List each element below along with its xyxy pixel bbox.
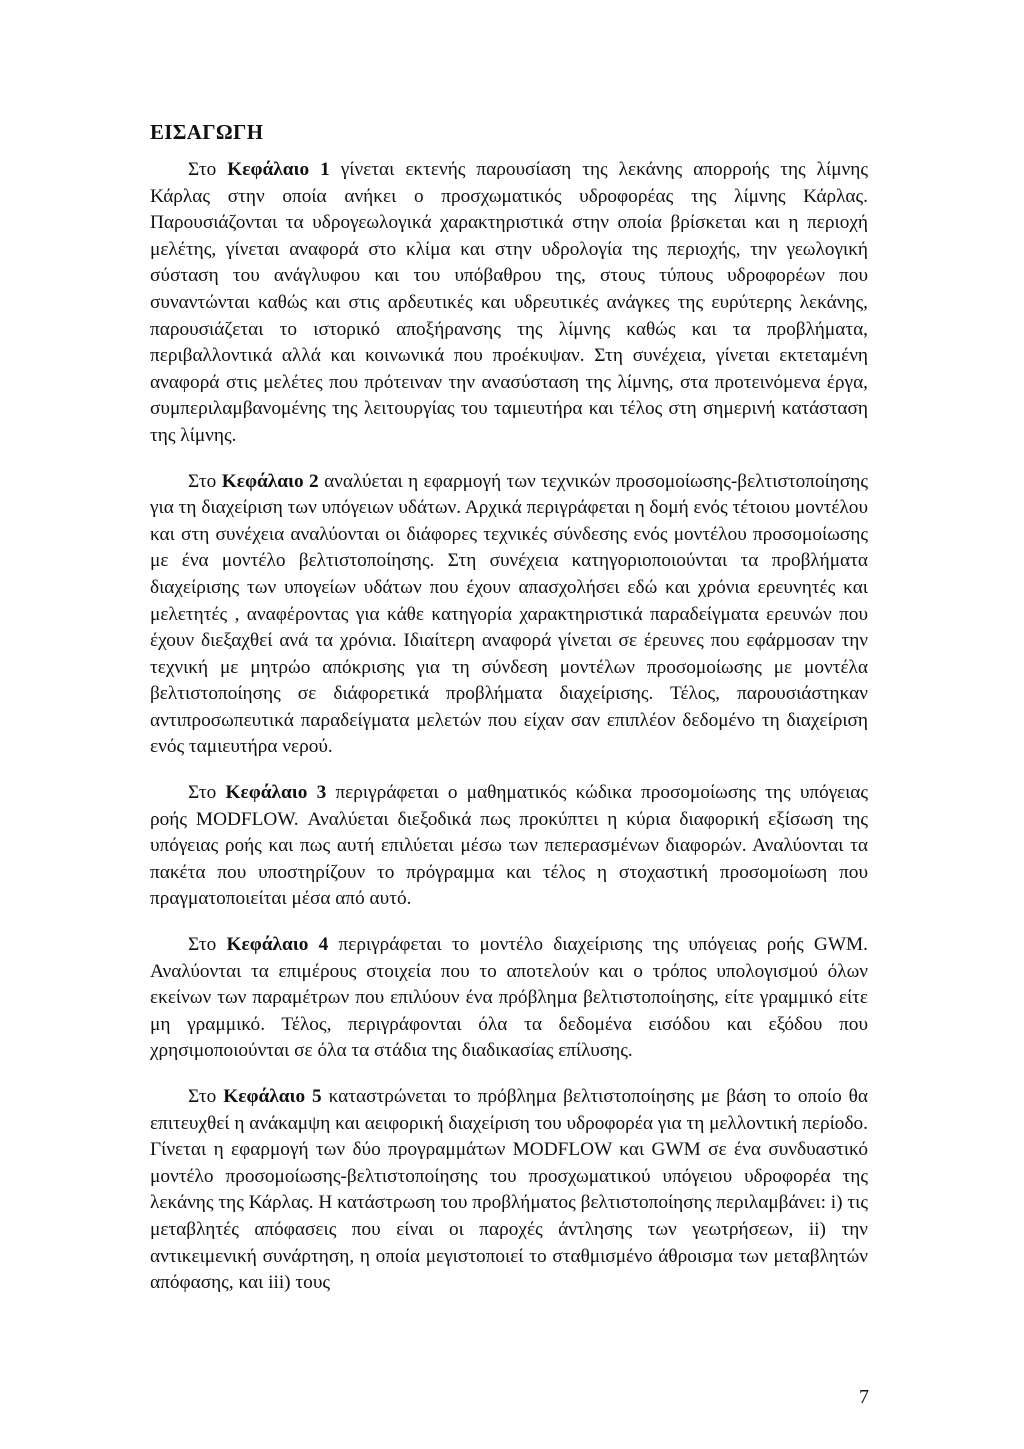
paragraph-chapter-2 <box>150 469 868 762</box>
paragraph-text: περιγράφεται το μοντέλο διαχείρισης της υπόγειας ροής GWM. Αναλύονται τα επιμέρους στοιχεία που το αποτελούν και ο τρόπος υπολογισμού όλων εκείνων των παραμέτρων που επιλύουν ένα πρόβλημα βελτιστοποίησης, είτε γραμμικό είτε μη γραμμικό. Τέλος, περιγράφονται όλα τα δεδομένα εισόδου και εξόδου που χρησιμοποιούνται σε όλα τα στάδια της διαδικασίας επίλυσης. <box>150 934 869 1062</box>
chapter-label: Κεφάλαιο 3 <box>225 782 327 804</box>
paragraph-text: περιγράφεται ο μαθηματικός κώδικα προσομοίωσης της υπόγειας ροής MODFLOW. Αναλύεται διεξοδικά πως προκύπτει η κύρια διαφορική εξίσωση της υπόγειας ροής και πως αυτή επιλύεται μέσω των πεπερασμένων διαφορών. Αναλύονται τα πακέτα που υποστηρίζουν το πρόγραμμα και τέλος η στοχαστική προσομοίωση που πραγματοποιείται μέσα από αυτό. <box>150 782 868 910</box>
paragraph-text: Στο <box>188 934 227 956</box>
paragraph-text: Στο <box>188 470 222 492</box>
paragraph-text: Στο <box>188 782 226 804</box>
paragraph-text: Στο <box>188 159 228 180</box>
chapter-label: Κεφάλαιο 1 <box>227 159 330 180</box>
paragraph-chapter-4 <box>150 932 868 1065</box>
chapter-label: Κεφάλαιο 4 <box>226 934 329 956</box>
paragraph-text: αναλύεται η εφαρμογή των τεχνικών προσομοίωσης-βελτιστοποίησης για τη διαχείριση των υπόγειων υδάτων. Αρχικά περιγράφεται η δομή ενός τέτοιου μοντέλου και στη συνέχεια αναλύονται οι διάφορες τεχνικές σύνδεσης ενός μοντέλου προσομοίωσης με ένα μοντέλο βελτιστοποίησης. Στη συνέχεια κατηγοριοποιούνται τα προβλήματα διαχείρισης των υπογείων υδάτων που έχουν απασχολήσει εδώ και χρόνια ερευνητές και μελετητές , αναφέροντας για κάθε κατηγορία χαρακτηριστικά παραδείγματα ερευνών που έχουν διεξαχθεί ανά τα χρόνια. Ιδιαίτερη αναφορά γίνεται σε έρευνες που εφάρμοσαν την τεχνική με μητρώο απόκρισης για τη σύνδεση μοντέλων προσομοίωσης με μοντέλα βελτιστοποίησης σε διάφορετικά προβλήματα διαχείρισης. Τέλος, παρουσιάστηκαν αντιπροσωπευτικά παραδείγματα μελετών που είχαν σαν επιπλέον δεδομένο τη διαχείριση ενός ταμιευτήρα νερού. <box>150 470 869 758</box>
paragraph-text: καταστρώνεται το πρόβλημα βελτιστοποίησης με βάση το οποίο θα επιτευχθεί η ανάκαμψη και αειφορική διαχείριση του υδροφορέα για τη μελλοντική περίοδο. Γίνεται η εφαρμογή των δύο προγραμμάτων MODFLOW και GWM σε ένα συνδυαστικό μοντέλο προσομοίωσης-βελτιστοποίησης του προσχωματικού υπόγειου υδροφορέα της λεκάνης της Κάρλας. Η κατάστρωση του προβλήματος βελτιστοποίησης περιλαμβάνει: i) τις μεταβλητές απόφασεις που είναι οι παροχές άντλησης των γεωτρήσεων, ii) την αντικειμενική συνάρτηση, η οποία μεγιστοποιεί το σταθμισμένο άθροισμα των μεταβλητών απόφασης, και iii) τους <box>150 1086 868 1294</box>
chapter-label: Κεφάλαιο 5 <box>223 1086 322 1107</box>
paragraph-chapter-3 <box>150 780 868 913</box>
page-number: 7 <box>859 1386 869 1408</box>
paragraph-chapter-1 <box>150 157 868 450</box>
section-heading: ΕΙΣΑΓΩΓΗ <box>150 120 264 144</box>
chapter-label: Κεφάλαιο 2 <box>221 470 319 492</box>
paragraph-text: γίνεται εκτενής παρουσίαση της λεκάνης απορροής της λίμνης Κάρλας στην οποία ανήκει ο προσχωματικός υδροφορέας της λίμνης Κάρλας. Παρουσιάζονται τα υδρογεωλογικά χαρακτηριστικά στην οποία βρίσκεται και η περιοχή μελέτης, γίνεται αναφορά στο κλίμα και στην υδρολογία της περιοχής, την γεωλογική σύσταση του ανάγλυφου και του υπόβαθρου της, στους τύπους υδροφορέων που συναντώνται καθώς και στις αρδευτικές και υδρευτικές ανάγκες της ευρύτερης λεκάνης, παρουσιάζεται το ιστορικό αποξήρανσης της λίμνης καθώς και τα προβλήματα, περιβαλλοντικά αλλά και κοινωνικά που προέκυψαν. Στη συνέχεια, γίνεται εκτεταμένη αναφορά στις μελέτες που πρότειναν την ανασύσταση της λίμνης, στα προτεινόμενα έργα, συμπεριλαμβανομένης της λειτουργίας του ταμιευτήρα και τέλος στη σημερινή κατάσταση της λίμνης. <box>150 159 868 446</box>
paragraph-text: Στο <box>188 1086 224 1107</box>
paragraph-chapter-5 <box>150 1084 868 1297</box>
document-page <box>150 120 868 1316</box>
